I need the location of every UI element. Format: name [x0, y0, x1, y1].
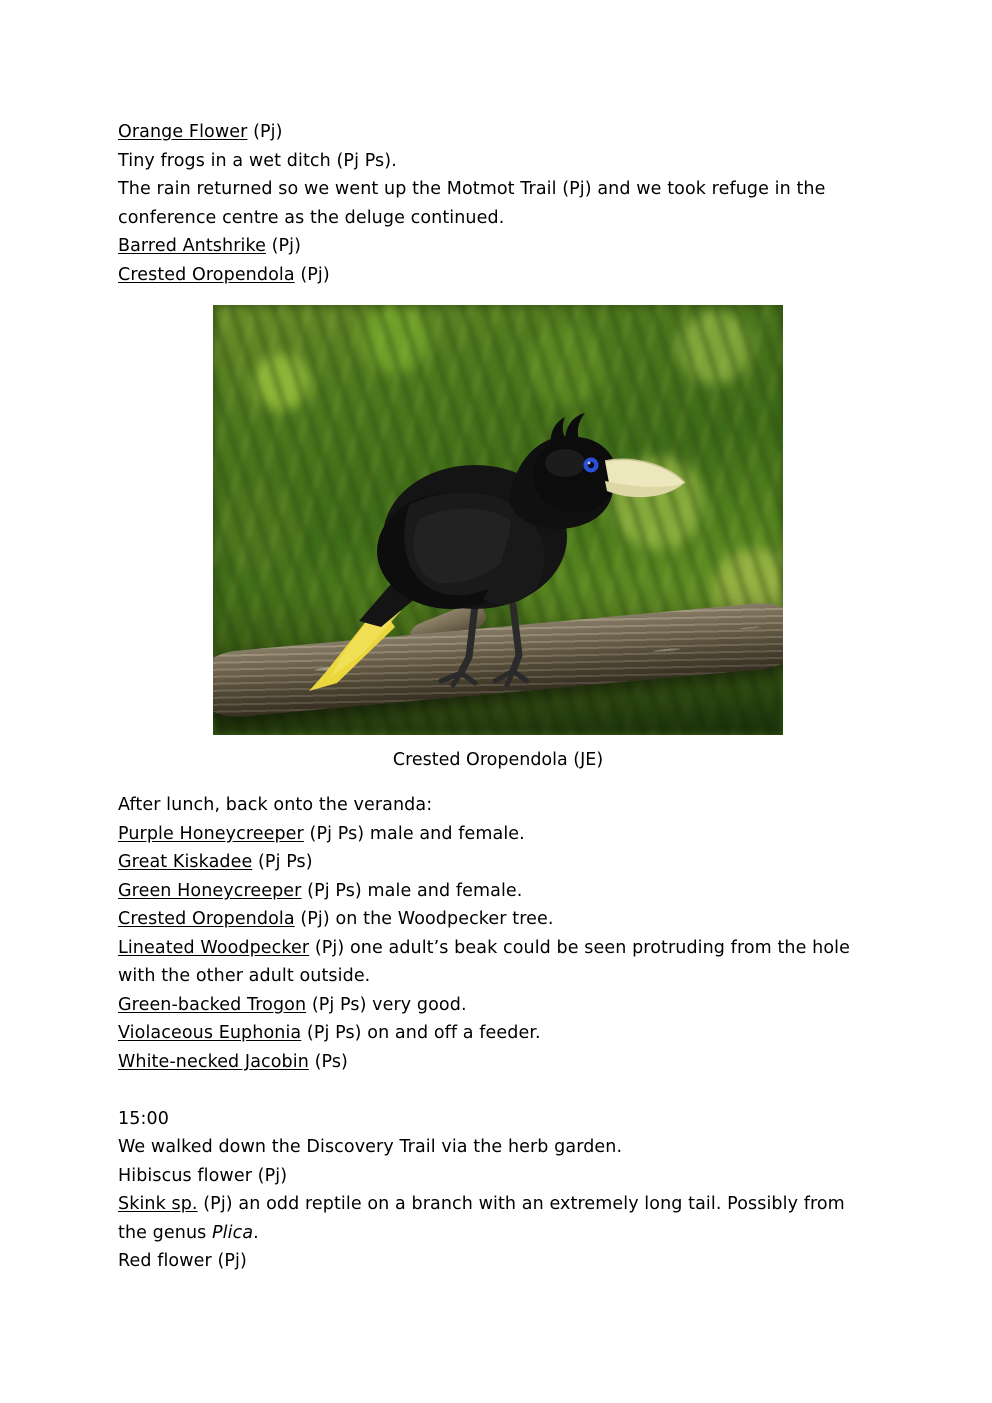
text-line	[118, 991, 878, 1020]
text-line	[118, 1162, 878, 1191]
line-rest: (Pj Ps) on and off a feeder.	[301, 1023, 541, 1043]
figure-caption: Crested Oropendola (JE)	[392, 750, 604, 770]
line-rest: (Pj Ps) male and female.	[301, 880, 523, 901]
species-name: Barred Antshrike	[118, 236, 266, 256]
species-name: White-necked Jacobin	[118, 1051, 309, 1072]
line-rest: (Pj)	[265, 236, 302, 256]
text-line	[118, 791, 878, 820]
text-line	[118, 848, 878, 877]
line-rest: (Pj) one adult’s beak could be seen protruding from the hole with the other adult outside.	[118, 937, 856, 986]
line-rest: (Pj Ps)	[252, 852, 313, 872]
text-line	[118, 175, 878, 232]
line-rest: (Ps)	[308, 1051, 348, 1072]
line-rest: (Pj Ps) male and female.	[303, 823, 525, 844]
genus-name: Plica	[212, 1222, 254, 1243]
line-tail: .	[253, 1222, 259, 1243]
text-line	[118, 232, 878, 261]
text-line	[118, 934, 878, 991]
line-rest: The rain returned so we went up the Motmot Trail (Pj) and we took refuge in the conference centre as the deluge continued.	[118, 179, 832, 228]
bird-photo	[213, 305, 783, 735]
species-name: Violaceous Euphonia	[118, 1023, 302, 1043]
species-name: Great Kiskadee	[118, 852, 253, 872]
spacer	[118, 1076, 878, 1105]
line-rest: (Pj) on the Woodpecker tree.	[294, 909, 554, 929]
text-line	[118, 877, 878, 906]
line-rest: We walked down the Discovery Trail via the herb garden.	[118, 1137, 623, 1157]
time-heading: 15:00	[118, 1108, 169, 1129]
text-line	[118, 1019, 878, 1048]
species-name: Skink sp.	[118, 1194, 198, 1214]
text-line	[118, 118, 878, 147]
line-rest: After lunch, back onto the veranda:	[118, 795, 433, 815]
text-line	[118, 1048, 878, 1077]
oropendola-bird	[213, 305, 783, 735]
species-name: Crested Oropendola	[118, 264, 295, 285]
figure	[118, 305, 878, 773]
species-name: Lineated Woodpecker	[118, 937, 310, 958]
text-line	[118, 820, 878, 849]
text-line	[118, 261, 878, 290]
text-line	[118, 1190, 878, 1247]
text-line	[118, 147, 878, 176]
species-name: Purple Honeycreeper	[118, 823, 304, 844]
line-rest: (Pj)	[294, 264, 330, 285]
species-name: Crested Oropendola	[118, 909, 295, 929]
text-line	[118, 905, 878, 934]
text-line	[118, 1133, 878, 1162]
line-rest: Tiny frogs in a wet ditch (Pj Ps).	[118, 150, 397, 171]
text-line	[118, 1247, 878, 1276]
line-rest: Red flower (Pj)	[118, 1251, 247, 1271]
line-rest: (Pj) an odd reptile on a branch with an extremely long tail. Possibly from the genus	[118, 1194, 851, 1243]
species-name: Green Honeycreeper	[118, 880, 302, 901]
document-body	[118, 118, 878, 1276]
species-name: Orange Flower	[118, 122, 248, 142]
species-name: Green-backed Trogon	[118, 994, 307, 1015]
line-rest: Hibiscus flower (Pj)	[118, 1165, 288, 1186]
line-rest: (Pj)	[247, 122, 283, 142]
line-rest: (Pj Ps) very good.	[306, 994, 467, 1015]
